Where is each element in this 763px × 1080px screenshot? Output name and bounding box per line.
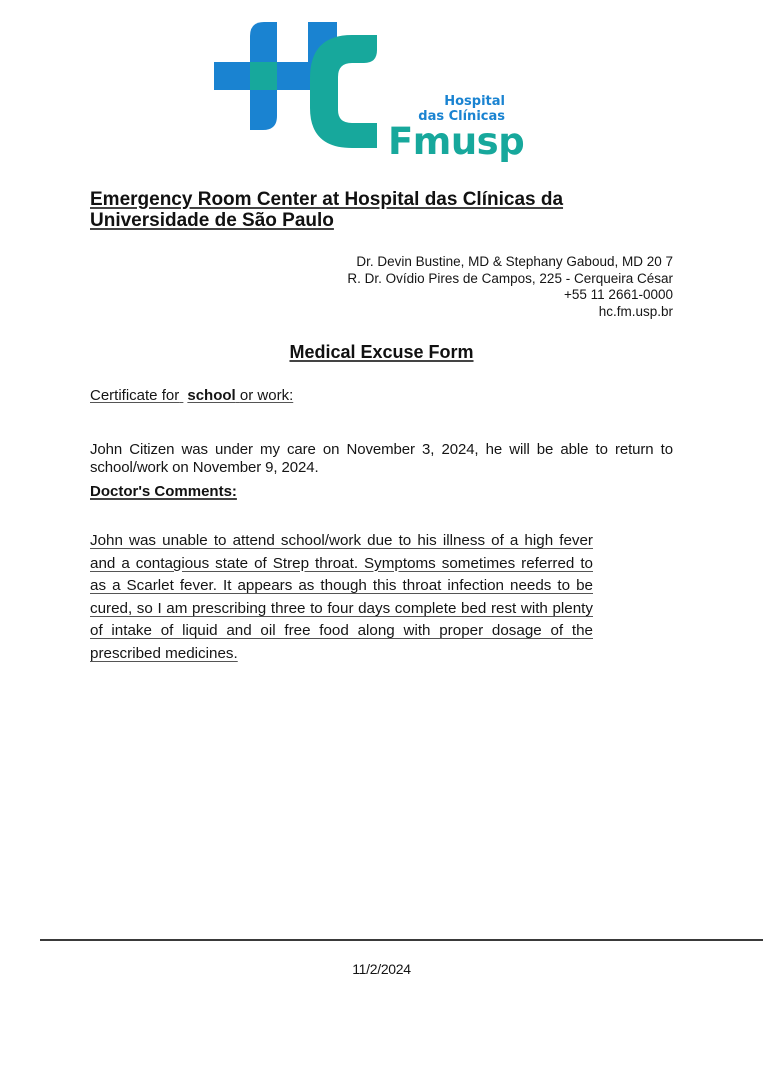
doctor-comments-text: John was unable to attend school/work due to his illness of a high fever and a contagious state of Strep throat. Symptoms sometimes referred to as a Scarlet fever. It appears as though this throat infection needs to be cured, so I am prescribing three to four days complete bed rest with plenty of intake of liquid and oil free food along with proper dosage of the prescribed medicines.	[90, 532, 593, 662]
certificate-prefix: Certificate for	[90, 387, 180, 404]
doctor-comments-label: Doctor's Comments:	[90, 483, 237, 500]
contact-phone: +55 11 2661-0000	[564, 287, 673, 302]
contact-website: hc.fm.usp.br	[598, 303, 673, 319]
certificate-selected-type: school	[187, 387, 236, 404]
hospital-logo	[0, 0, 763, 170]
certificate-suffix: or work:	[239, 387, 294, 404]
care-statement: John Citizen was under my care on November 3, 2024, he will be able to return to school/work on November 9, 2024.	[90, 441, 673, 476]
logo-text-das-clinicas: das Clínicas	[418, 109, 505, 124]
logo-text-hospital: Hospital	[444, 94, 505, 109]
footer-divider	[40, 939, 763, 941]
institution-title: Emergency Room Center at Hospital das Clínicas da Universidade de São Paulo	[90, 189, 564, 231]
logo-text-fmusp: Fmusp	[388, 120, 525, 163]
contact-doctors: Dr. Devin Bustine, MD & Stephany Gaboud, MD 20 7	[356, 254, 673, 269]
form-title	[0, 342, 763, 363]
contact-block	[253, 254, 673, 320]
hc-logo-mark-icon	[0, 0, 763, 170]
form-title-text: Medical Excuse Form	[289, 342, 474, 362]
certificate-type-line	[90, 387, 293, 404]
footer-date: 11/2/2024	[352, 961, 411, 977]
contact-address: R. Dr. Ovídio Pires de Campos, 225 - Cerqueira César	[347, 270, 673, 286]
